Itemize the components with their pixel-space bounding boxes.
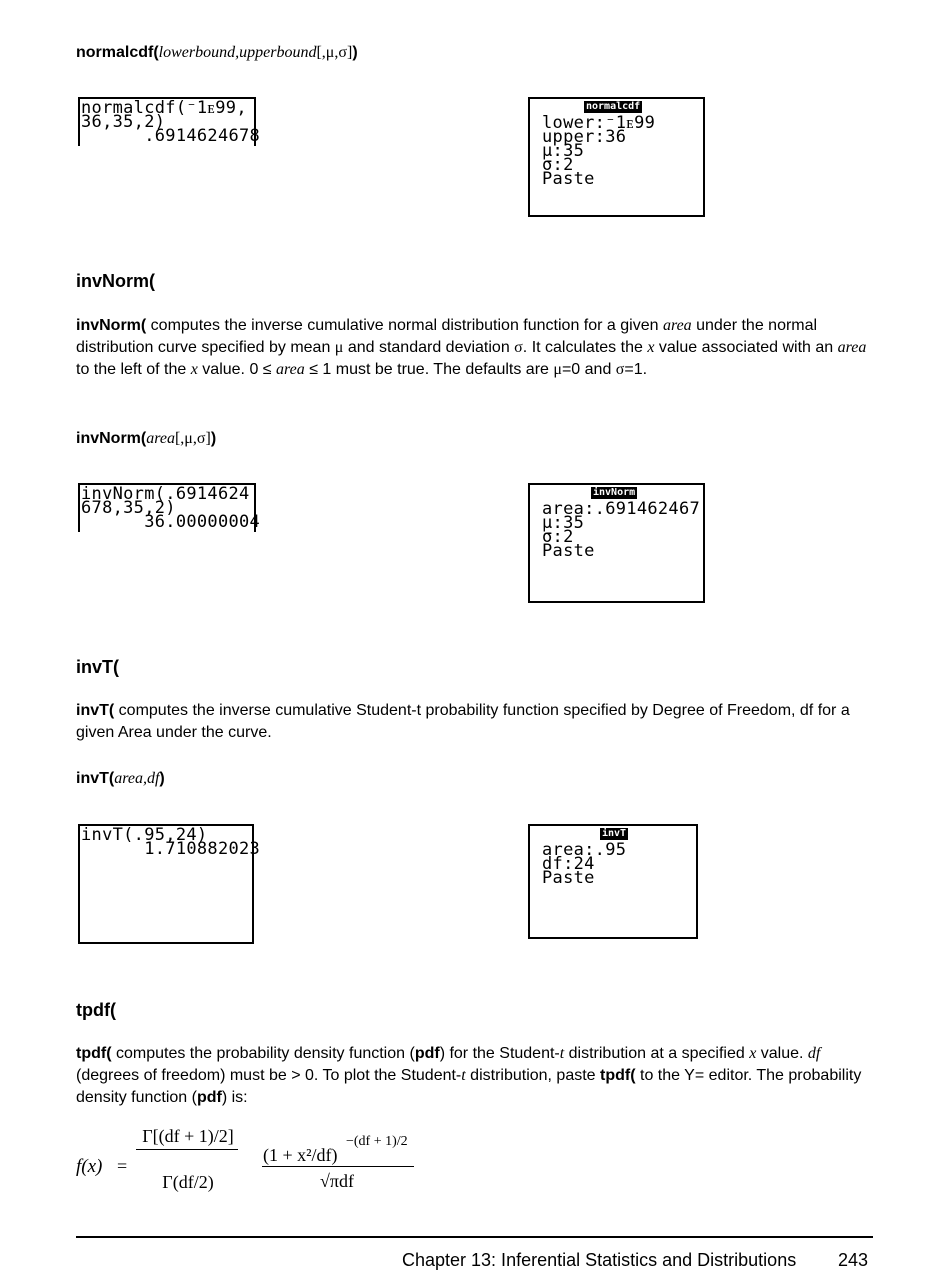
home-screen-text: invNorm(.6914624 678,35,2) 36.00000004 [81, 484, 261, 532]
formula-exponent: −(df + 1)/2 [346, 1134, 408, 1149]
desc-text: value associated with an [654, 339, 838, 356]
invnorm-syntax [76, 430, 216, 448]
desc-command: invT( [76, 702, 115, 719]
desc-text: computes the probability density function ( [111, 1045, 415, 1062]
menu-lines: area:.95 df:24 Paste [542, 840, 627, 888]
desc-symbol: μ [334, 339, 344, 356]
desc-symbol: σ [615, 361, 625, 378]
desc-text: value. [756, 1045, 808, 1062]
tpdf-description [76, 1043, 876, 1109]
footer-rule [76, 1236, 873, 1238]
desc-var: t [559, 1045, 565, 1062]
desc-var: df [807, 1045, 821, 1062]
desc-symbol: σ [514, 339, 523, 356]
formula-equals: = [117, 1156, 128, 1176]
desc-text: ) for the Student- [439, 1045, 560, 1062]
syntax-close: ) [210, 430, 217, 447]
desc-var: area [837, 339, 867, 356]
desc-text: computes the inverse cumulative Student-t probability function specified by Degree of Freedom, df for a given Area under the curve. [76, 702, 850, 741]
desc-var: x [190, 361, 198, 378]
desc-text: computes the inverse cumulative normal distribution function for a given [146, 317, 663, 334]
normalcdf-menu-screen [528, 97, 705, 217]
desc-var: t [461, 1067, 466, 1084]
menu-lines: area:.691462467 μ:35 σ:2 Paste [542, 499, 701, 561]
normalcdf-home-screen [78, 97, 261, 146]
desc-symbol: μ [553, 361, 562, 378]
syntax-optional: [,μ,σ] [316, 44, 353, 61]
menu-title: invNorm [593, 487, 636, 498]
desc-text: ) is: [221, 1089, 248, 1106]
formula-numerator-1: Γ[(df + 1)/2] [142, 1126, 234, 1146]
invt-menu-screen [528, 824, 698, 939]
fraction-bar-2 [262, 1166, 414, 1167]
normalcdf-syntax [76, 44, 358, 62]
desc-command: tpdf( [600, 1067, 636, 1084]
fraction-bar-1 [136, 1149, 238, 1150]
invnorm-description [76, 315, 876, 381]
syntax-command: normalcdf( [76, 44, 159, 61]
formula-numerator-2: (1 + x²/df) [263, 1145, 338, 1165]
desc-var: x [647, 339, 655, 356]
home-screen-text: invT(.95,24) 1.710882023 [81, 825, 261, 859]
desc-text: to the left of the [76, 361, 191, 378]
footer-page-number: 243 [838, 1250, 869, 1270]
footer-chapter: Chapter 13: Inferential Statistics and Distributions [402, 1250, 797, 1270]
formula-lhs: f(x) [76, 1156, 103, 1177]
syntax-args: lowerbound,upperbound [158, 44, 317, 61]
desc-text: to the Y= editor. The probability density function ( [76, 1067, 862, 1106]
syntax-close: ) [159, 770, 165, 787]
desc-text: and standard deviation [343, 339, 515, 356]
desc-text: (degrees of freedom) must be > 0. To plot the Student- [76, 1067, 462, 1084]
desc-text: distribution, paste [465, 1067, 601, 1084]
desc-var: x [749, 1045, 757, 1062]
desc-command: tpdf( [76, 1045, 112, 1062]
syntax-args: area [146, 430, 175, 447]
formula-denominator-2: √πdf [320, 1171, 354, 1191]
desc-text: ≤ 1 must be true. The defaults are [304, 361, 554, 378]
invt-home-screen [78, 824, 261, 944]
desc-text: value. 0 ≤ [197, 361, 277, 378]
desc-text: distribution at a specified [564, 1045, 750, 1062]
formula-denominator-1: Γ(df/2) [162, 1172, 214, 1192]
invnorm-home-screen [78, 483, 261, 532]
desc-var: area [276, 361, 305, 378]
invnorm-heading: invNorm( [76, 271, 156, 291]
tpdf-heading: tpdf( [76, 1000, 116, 1020]
desc-var: area [662, 317, 692, 334]
desc-text: . It calculates the [522, 339, 648, 356]
desc-command: invNorm( [76, 317, 147, 334]
syntax-command: invNorm( [76, 430, 147, 447]
desc-text: =0 and [561, 361, 616, 378]
desc-term: pdf [196, 1089, 222, 1106]
invt-heading: invT( [76, 657, 119, 677]
menu-title: normalcdf [586, 101, 641, 112]
home-screen-text: normalcdf(⁻1ᴇ99, 36,35,2) .6914624678 [81, 98, 261, 146]
invnorm-menu-screen [528, 483, 705, 603]
desc-text: under the normal distribution curve specified by mean [76, 317, 818, 356]
desc-text: =1. [624, 361, 648, 378]
menu-title: invT [602, 828, 627, 839]
desc-term: pdf [414, 1045, 440, 1062]
syntax-optional: [,μ,σ] [174, 430, 211, 447]
menu-lines: lower:⁻1ᴇ99 upper:36 μ:35 σ:2 Paste [542, 113, 656, 189]
invt-syntax [76, 770, 165, 788]
syntax-close: ) [352, 44, 358, 61]
invt-description [76, 700, 876, 744]
syntax-args: area,df [114, 770, 160, 787]
syntax-command: invT( [76, 770, 115, 787]
